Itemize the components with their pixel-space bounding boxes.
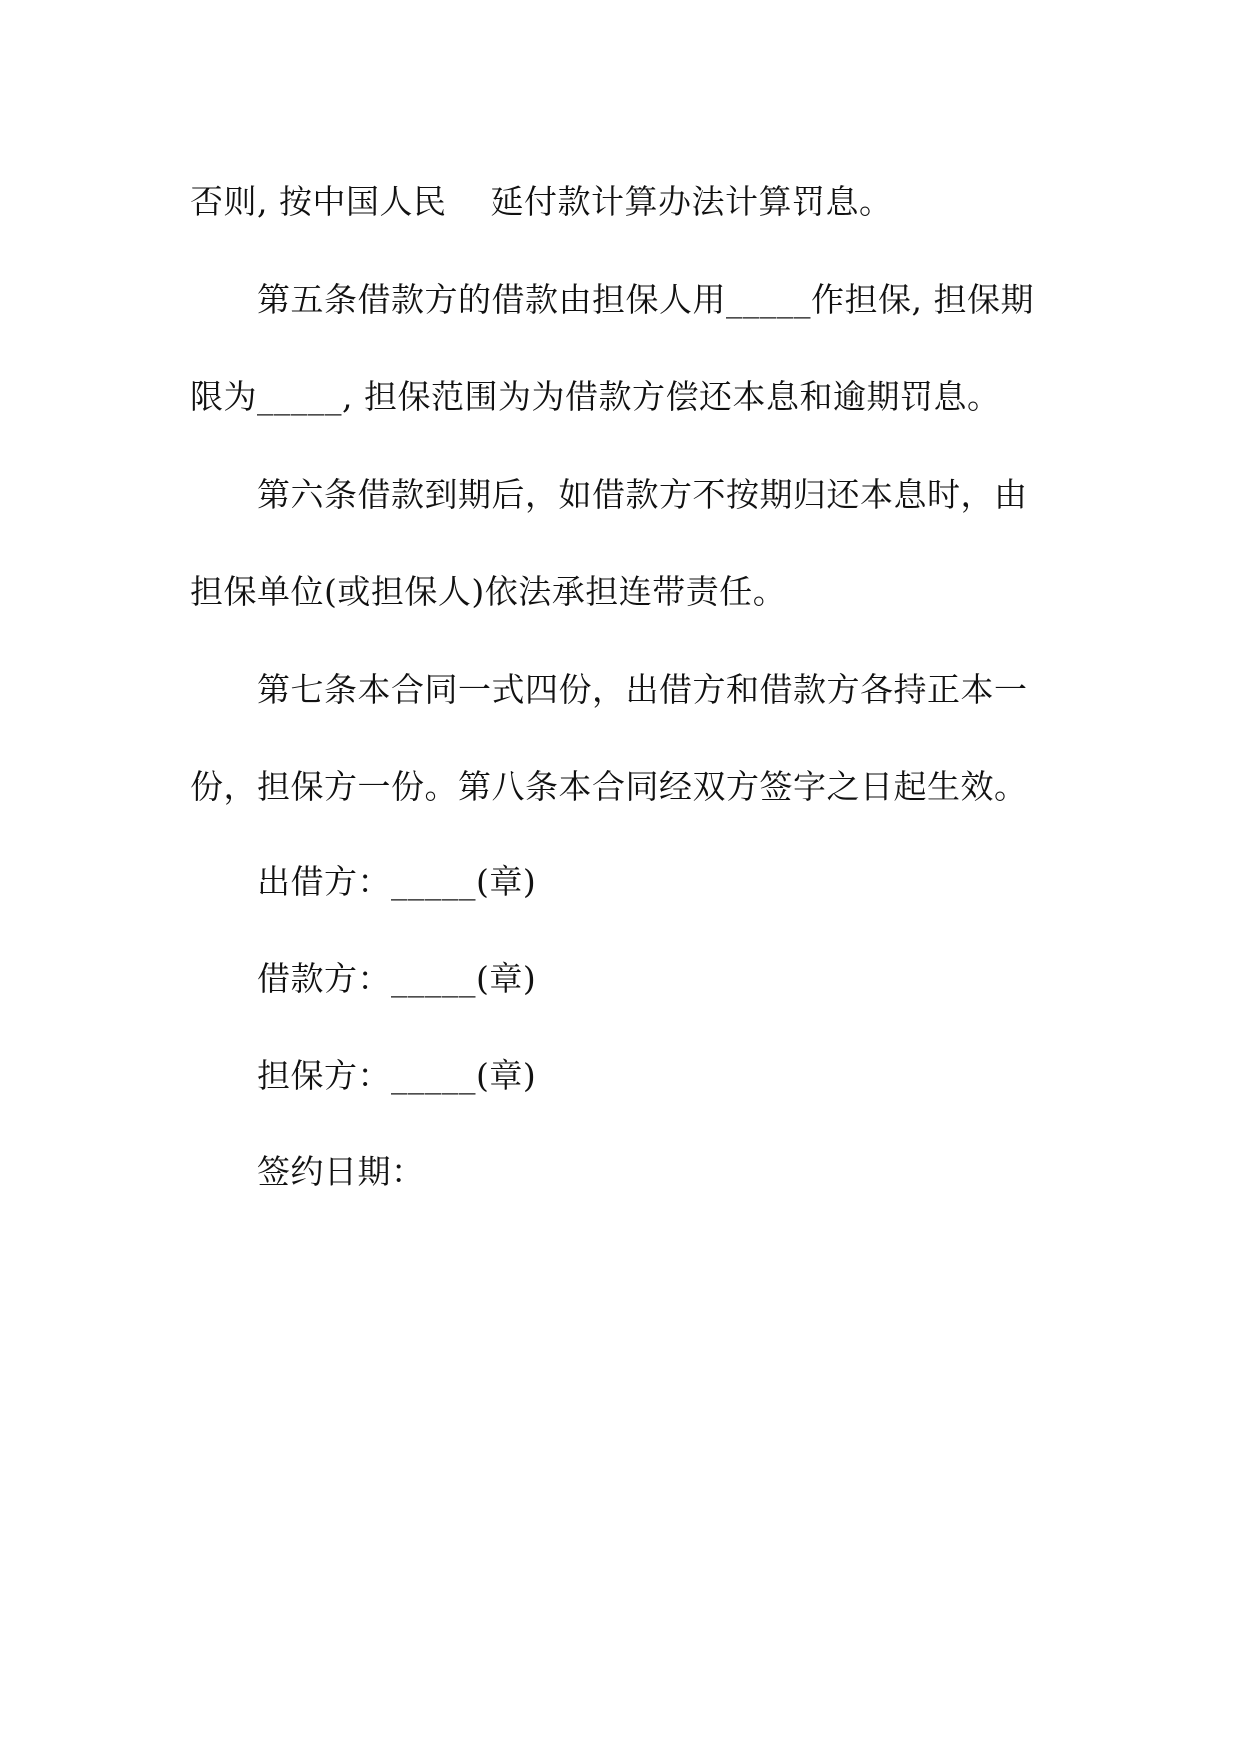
paragraph-penalty-interest: 否则, 按中国人民 延付款计算办法计算罚息。 [190,182,893,221]
article-5-line-2: 限为_____, 担保范围为为借款方偿还本息和逾期罚息。 [190,377,1001,416]
signing-date-label: 签约日期： [257,1152,425,1191]
guarantor-signature-line: 担保方：_____(章) [257,1056,537,1095]
article-6-line-1: 第六条借款到期后，如借款方不按期归还本息时，由 [257,475,1028,514]
article-5-line-1: 第五条借款方的借款由担保人用_____作担保, 担保期 [257,280,1034,319]
borrower-signature-line: 借款方：_____(章) [257,959,537,998]
lender-signature-line: 出借方：_____(章) [257,862,537,901]
article-7-8-line-2: 份，担保方一份。第八条本合同经双方签字之日起生效。 [190,767,1028,806]
article-7-line-1: 第七条本合同一式四份，出借方和借款方各持正本一 [257,670,1028,709]
article-6-line-2: 担保单位(或担保人)依法承担连带责任。 [190,572,787,611]
